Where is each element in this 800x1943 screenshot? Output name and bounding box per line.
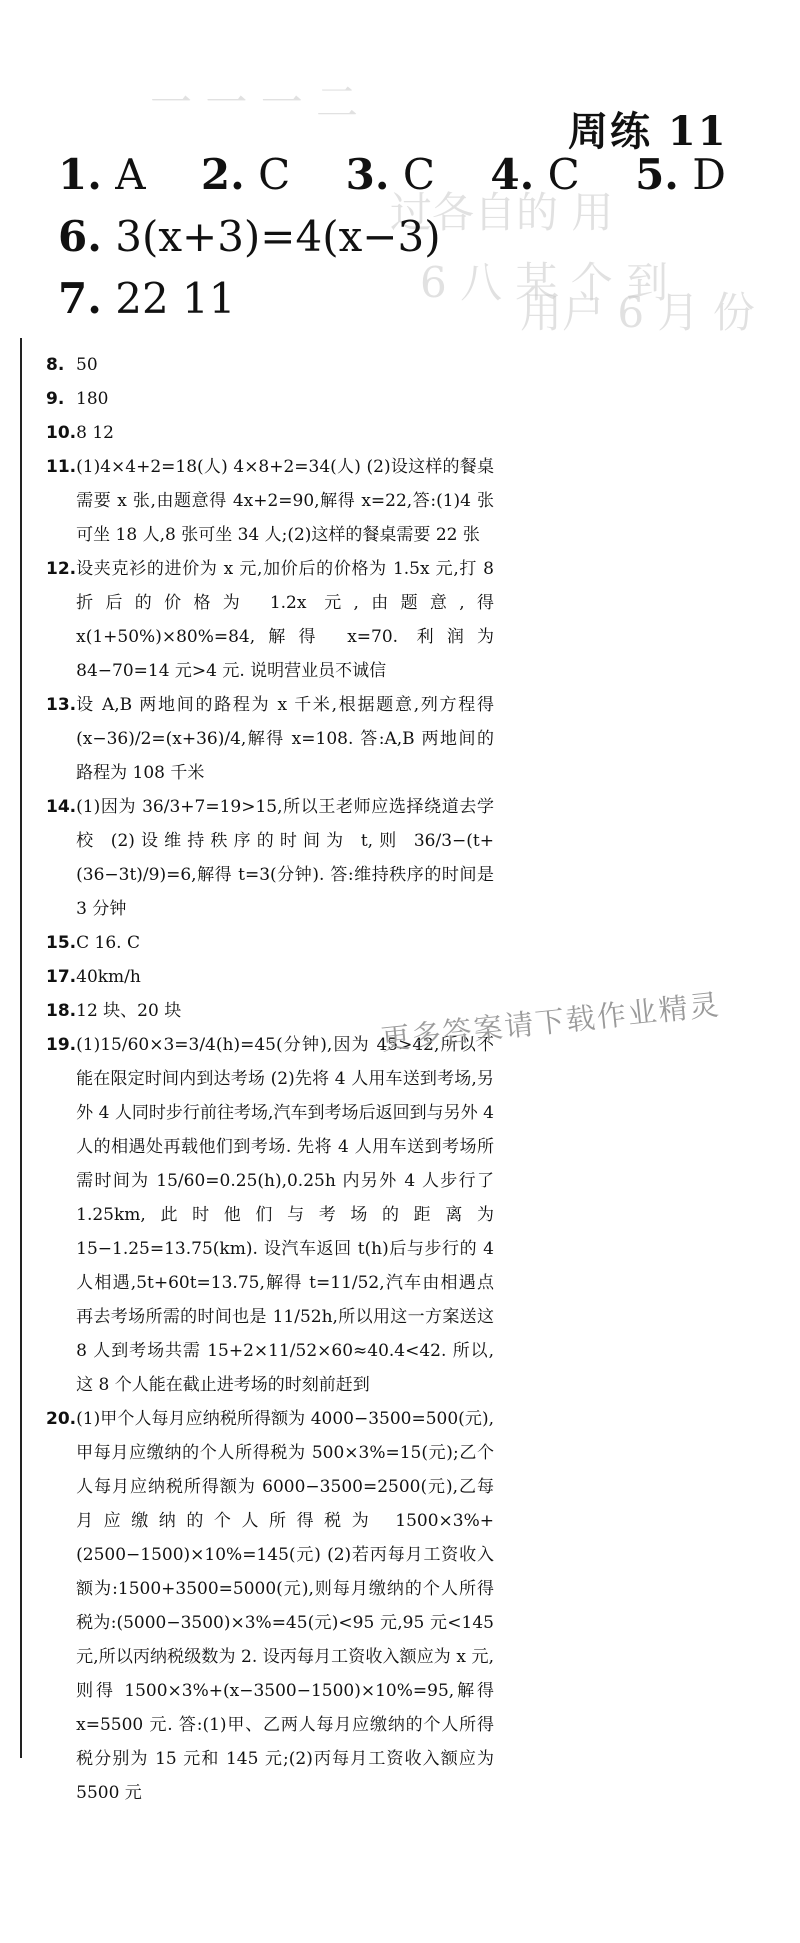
bleed-through-text-3: 6 八 某 个 到 bbox=[420, 258, 669, 307]
q7-number: 7. bbox=[58, 274, 102, 323]
answer-row-1-5 bbox=[58, 150, 726, 199]
item-number: 12. bbox=[46, 559, 77, 579]
item-number: 19. bbox=[46, 1035, 77, 1055]
item-text: (1)4×4+2=18(人) 4×8+2=34(人) (2)设这样的餐桌需要 x 张,由题意得 4x+2=90,解得 x=22,答:(1)4 张可坐 18 人,8 张可坐 34 人;(2)这样的餐桌需要 22 张 bbox=[76, 457, 494, 545]
q6-number: 6. bbox=[58, 212, 102, 261]
item-number: 20. bbox=[46, 1409, 77, 1429]
q3-answer: C bbox=[402, 150, 435, 199]
q2-answer: C bbox=[258, 150, 291, 199]
item-number: 18. bbox=[46, 1001, 77, 1021]
item-number: 17. bbox=[46, 967, 77, 987]
item-text: C 16. C bbox=[76, 933, 140, 953]
q2-number: 2. bbox=[200, 150, 245, 199]
item-text: (1)15/60×3=3/4(h)=45(分钟),因为 45>42,所以不能在限定时间内到达考场 (2)先将 4 人用车送到考场,另外 4 人同时步行前往考场,汽车到考场后返回到与另外 4 人的相遇处再载他们到考场. 先将 4 人用车送到考场所需时间为 15/60=0.25(h),0.25h 内另外 4 人步行了 1.25km,此时他们与考场的距离为 15−1.25=13.75(km). 设汽车返回 t(h)后与步行的 4 人相遇,5t+60t=13.75,解得 t=11/52,汽车由相遇点再去考场所需的时间也是 11/52h,所以用这一方案送这 8 人到考场共需 15+2×11/52×60≈40.4<42. 所以,这 8 个人能在截止进考场的时刻前赶到 bbox=[76, 1035, 494, 1395]
watermark: 更多答案请下载作业精灵 bbox=[379, 987, 723, 1057]
answer-list bbox=[46, 348, 494, 1810]
answer-row-6 bbox=[58, 212, 441, 261]
answer-item-19 bbox=[46, 1028, 494, 1402]
q7-answer: 22 11 bbox=[115, 274, 236, 323]
item-number: 10. bbox=[46, 423, 77, 443]
item-text: (1)因为 36/3+7=19>15,所以王老师应选择绕道去学校 (2)设维持秩序的时间为 t,则 36/3−(t+(36−3t)/9)=6,解得 t=3(分钟). 答:维持秩序的时间是 3 分钟 bbox=[76, 797, 494, 919]
answer-item-10 bbox=[46, 416, 494, 450]
answer-item-11 bbox=[46, 450, 494, 552]
q5-number: 5. bbox=[635, 150, 679, 199]
item-text: 40km/h bbox=[76, 967, 141, 987]
answer-item-12 bbox=[46, 552, 494, 688]
q3-number: 3. bbox=[345, 150, 390, 199]
q1-number: 1. bbox=[58, 150, 102, 199]
item-number: 15. bbox=[46, 933, 77, 953]
item-number: 9. bbox=[46, 389, 65, 409]
item-text: 8 12 bbox=[76, 423, 114, 443]
item-text: 12 块、20 块 bbox=[76, 1001, 182, 1021]
item-text: 设 A,B 两地间的路程为 x 千米,根据题意,列方程得 (x−36)/2=(x+36)/4,解得 x=108. 答:A,B 两地间的路程为 108 千米 bbox=[76, 695, 494, 783]
answer-item-14 bbox=[46, 790, 494, 926]
bleed-through-text-2: 过各自的 用 bbox=[390, 188, 614, 237]
q6-answer: 3(x+3)=4(x−3) bbox=[115, 212, 441, 261]
bleed-through-text-4: 用户 6 月 份 bbox=[520, 288, 755, 337]
q5-answer: D bbox=[692, 150, 726, 199]
bleed-through-text-1: 一 一 一 二 bbox=[150, 78, 359, 127]
item-number: 13. bbox=[46, 695, 77, 715]
answer-item-9 bbox=[46, 382, 494, 416]
left-margin-rule bbox=[20, 338, 22, 1758]
item-text: 180 bbox=[76, 389, 109, 409]
item-number: 11. bbox=[46, 457, 77, 477]
item-text: 设夹克衫的进价为 x 元,加价后的价格为 1.5x 元,打 8 折后的价格为 1.2x 元,由题意,得 x(1+50%)×80%=84,解得 x=70. 利润为 84−70=14 元>4 元. 说明营业员不诚信 bbox=[76, 559, 494, 681]
q1-answer: A bbox=[115, 150, 146, 199]
q4-answer: C bbox=[547, 150, 580, 199]
item-text: (1)甲个人每月应纳税所得额为 4000−3500=500(元),甲每月应缴纳的个人所得税为 500×3%=15(元);乙个人每月应纳税所得额为 6000−3500=2500(元),乙每月应缴纳的个人所得税为 1500×3%+(2500−1500)×10%=145(元) (2)若丙每月工资收入额为:1500+3500=5000(元),则每月缴纳的个人所得税为:(5000−3500)×3%=45(元)<95 元,95 元<145 元,所以丙纳税级数为 2. 设丙每月工资收入额应为 x 元,则得 1500×3%+(x−3500−1500)×10%=95,解得 x=5500 元. 答:(1)甲、乙两人每月应缴纳的个人所得税分别为 15 元和 145 元;(2)丙每月工资收入额应为 5500 元 bbox=[76, 1409, 494, 1803]
page-title: 周练 11 bbox=[568, 108, 728, 155]
q4-number: 4. bbox=[490, 150, 535, 199]
item-number: 14. bbox=[46, 797, 77, 817]
item-number: 8. bbox=[46, 355, 65, 375]
answer-row-7 bbox=[58, 274, 235, 323]
answer-item-8 bbox=[46, 348, 494, 382]
answer-item-15-16 bbox=[46, 926, 494, 960]
answer-item-17 bbox=[46, 960, 494, 994]
item-text: 50 bbox=[76, 355, 98, 375]
answer-item-20 bbox=[46, 1402, 494, 1810]
answer-item-13 bbox=[46, 688, 494, 790]
